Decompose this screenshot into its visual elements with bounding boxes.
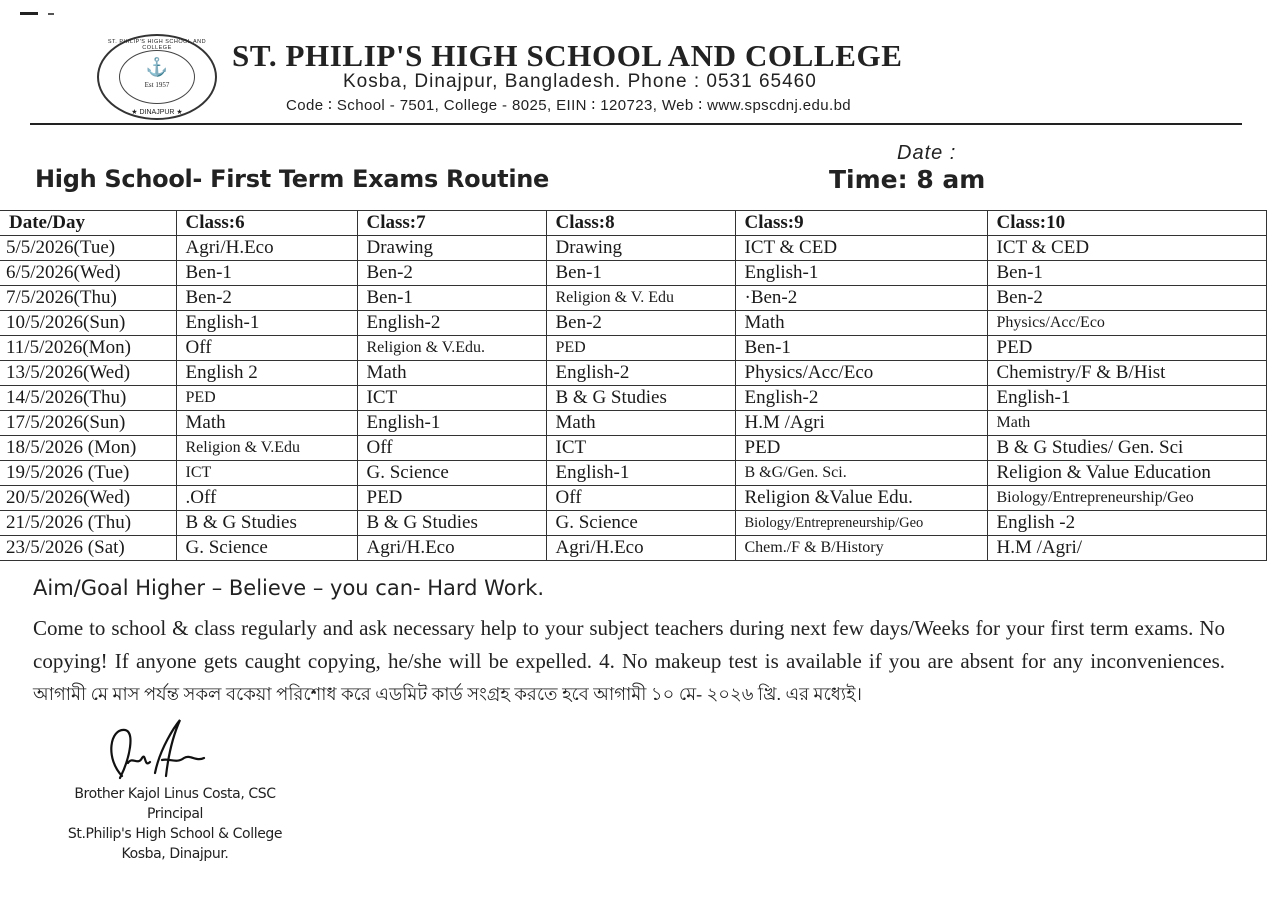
- cell-class-6: Ben-1: [176, 261, 357, 286]
- table-row: [0, 336, 1266, 361]
- logo-inner-circle: [119, 50, 195, 104]
- logo-bottom-text: ★ DINAJPUR ★: [131, 109, 183, 116]
- cell-class-10: ICT & CED: [987, 236, 1266, 261]
- date-label: Date :: [897, 142, 957, 164]
- cell-class-9: ICT & CED: [735, 236, 987, 261]
- column-header-class-6: Class:6: [176, 211, 357, 236]
- cell-class-8: Religion & V. Edu: [546, 286, 735, 311]
- cell-class-10: Biology/Entrepreneurship/Geo: [987, 486, 1266, 511]
- cell-class-6: ICT: [176, 461, 357, 486]
- cell-class-9: PED: [735, 436, 987, 461]
- cell-class-6: Ben-2: [176, 286, 357, 311]
- notice-text-bn: আগামী মে মাস পর্যন্ত সকল বকেয়া পরিশোধ করে এডমিট কার্ড সংগ্রহ করতে হবে আগামী ১০ মে- ২০২৬ খ্রি. এর মধ্যেই।: [33, 684, 862, 704]
- cell-class-8: English-2: [546, 361, 735, 386]
- cell-class-7: B & G Studies: [357, 511, 546, 536]
- scan-mark: [48, 13, 54, 15]
- cell-class-8: PED: [546, 336, 735, 361]
- logo-est-text: Est 1957: [144, 81, 170, 89]
- cell-class-7: Math: [357, 361, 546, 386]
- cell-class-7: ICT: [357, 386, 546, 411]
- cell-date: 6/5/2026(Wed): [0, 261, 176, 286]
- cell-class-9: Biology/Entrepreneurship/Geo: [735, 511, 987, 536]
- cell-class-7: Ben-2: [357, 261, 546, 286]
- cell-class-7: English-1: [357, 411, 546, 436]
- cell-class-7: Off: [357, 436, 546, 461]
- signatory-institution: St.Philip's High School & College: [67, 826, 283, 842]
- table-row: [0, 286, 1266, 311]
- exam-routine-table: [0, 210, 1267, 561]
- cell-class-7: English-2: [357, 311, 546, 336]
- cell-class-10: Ben-1: [987, 261, 1266, 286]
- cell-class-8: ICT: [546, 436, 735, 461]
- cell-class-10: Religion & Value Education: [987, 461, 1266, 486]
- cell-class-9: English-1: [735, 261, 987, 286]
- cell-class-6: Off: [176, 336, 357, 361]
- cell-class-10: PED: [987, 336, 1266, 361]
- cell-class-10: B & G Studies/ Gen. Sci: [987, 436, 1266, 461]
- signatory-title: Principal: [146, 806, 204, 822]
- cell-class-6: Math: [176, 411, 357, 436]
- cell-class-8: English-1: [546, 461, 735, 486]
- cell-class-7: G. Science: [357, 461, 546, 486]
- cell-class-8: Off: [546, 486, 735, 511]
- cell-class-6: G. Science: [176, 536, 357, 561]
- cell-date: 17/5/2026(Sun): [0, 411, 176, 436]
- cell-class-8: G. Science: [546, 511, 735, 536]
- cell-date: 5/5/2026(Tue): [0, 236, 176, 261]
- signatory-block: [40, 784, 310, 864]
- scan-mark: [20, 12, 38, 15]
- cell-date: 18/5/2026 (Mon): [0, 436, 176, 461]
- table-row: [0, 511, 1266, 536]
- cell-date: 19/5/2026 (Tue): [0, 461, 176, 486]
- table-row: [0, 261, 1266, 286]
- table-header-row: [0, 211, 1266, 236]
- logo-ring-text: ST. PHILIP'S HIGH SCHOOL AND COLLEGE: [107, 39, 207, 51]
- signature-icon: [100, 718, 220, 788]
- cell-class-7: Agri/H.Eco: [357, 536, 546, 561]
- cell-class-9: Chem./F & B/History: [735, 536, 987, 561]
- cell-class-8: Math: [546, 411, 735, 436]
- motto-line: [33, 576, 544, 600]
- signatory-name: Brother Kajol Linus Costa, CSC: [74, 786, 276, 802]
- header-divider: [30, 123, 1242, 125]
- cell-class-10: English -2: [987, 511, 1266, 536]
- column-header-class-9: Class:9: [735, 211, 987, 236]
- cell-class-7: Drawing: [357, 236, 546, 261]
- cell-class-7: Ben-1: [357, 286, 546, 311]
- cell-class-7: PED: [357, 486, 546, 511]
- anchor-cross-icon: ⚓: [145, 57, 169, 77]
- school-name: ST. PHILIP'S HIGH SCHOOL AND COLLEGE: [232, 38, 903, 73]
- cell-class-10: Physics/Acc/Eco: [987, 311, 1266, 336]
- table-row: [0, 361, 1266, 386]
- cell-class-9: Math: [735, 311, 987, 336]
- cell-class-6: B & G Studies: [176, 511, 357, 536]
- cell-class-6: Religion & V.Edu: [176, 436, 357, 461]
- cell-class-10: Chemistry/F & B/Hist: [987, 361, 1266, 386]
- cell-class-9: Ben-1: [735, 336, 987, 361]
- table-row: [0, 436, 1266, 461]
- notice-text-en: Come to school & class regularly and ask necessary help to your subject teachers during next few days/Weeks for your first term exams. No copying! If anyone gets caught copying, he/she will be expelled. 4. No makeup test is available if you are absent for any inconveniences.: [33, 616, 1225, 673]
- table-row: [0, 411, 1266, 436]
- table-row: [0, 386, 1266, 411]
- time-label: Time: 8 am: [829, 165, 986, 194]
- cell-class-9: Religion &Value Edu.: [735, 486, 987, 511]
- cell-class-8: Drawing: [546, 236, 735, 261]
- cell-class-6: .Off: [176, 486, 357, 511]
- table-row: [0, 536, 1266, 561]
- cell-class-9: ·Ben-2: [735, 286, 987, 311]
- motto: Aim/Goal Higher – Believe – you can- Hard Work.: [33, 576, 545, 600]
- routine-title: High School- First Term Exams Routine: [35, 165, 550, 193]
- school-codes: Code ∶ School - 7501, College - 8025, EIIN ∶ 120723, Web ∶ www.spscdnj.edu.bd: [286, 97, 852, 114]
- cell-class-6: PED: [176, 386, 357, 411]
- cell-class-9: H.M /Agri: [735, 411, 987, 436]
- cell-date: 11/5/2026(Mon): [0, 336, 176, 361]
- cell-date: 21/5/2026 (Thu): [0, 511, 176, 536]
- table-row: [0, 311, 1266, 336]
- cell-date: 10/5/2026(Sun): [0, 311, 176, 336]
- cell-date: 23/5/2026 (Sat): [0, 536, 176, 561]
- column-header-class-10: Class:10: [987, 211, 1266, 236]
- cell-class-10: English-1: [987, 386, 1266, 411]
- cell-class-8: Ben-2: [546, 311, 735, 336]
- cell-class-9: B &G/Gen. Sci.: [735, 461, 987, 486]
- column-header-date: Date/Day: [0, 211, 176, 236]
- cell-class-10: H.M /Agri/: [987, 536, 1266, 561]
- cell-class-6: English-1: [176, 311, 357, 336]
- cell-date: 7/5/2026(Thu): [0, 286, 176, 311]
- signatory-location: Kosba, Dinajpur.: [121, 846, 229, 862]
- column-header-class-8: Class:8: [546, 211, 735, 236]
- table-row: [0, 486, 1266, 511]
- cell-class-8: B & G Studies: [546, 386, 735, 411]
- cell-class-8: Ben-1: [546, 261, 735, 286]
- cell-date: 14/5/2026(Thu): [0, 386, 176, 411]
- cell-date: 13/5/2026(Wed): [0, 361, 176, 386]
- cell-class-10: Math: [987, 411, 1266, 436]
- cell-class-8: Agri/H.Eco: [546, 536, 735, 561]
- cell-class-6: English 2: [176, 361, 357, 386]
- table-row: [0, 236, 1266, 261]
- cell-class-10: Ben-2: [987, 286, 1266, 311]
- cell-class-9: English-2: [735, 386, 987, 411]
- cell-class-6: Agri/H.Eco: [176, 236, 357, 261]
- school-crest-icon: [97, 34, 217, 120]
- school-address: Kosba, Dinajpur, Bangladesh. Phone : 0531 65460: [343, 71, 817, 92]
- cell-date: 20/5/2026(Wed): [0, 486, 176, 511]
- cell-class-7: Religion & V.Edu.: [357, 336, 546, 361]
- cell-class-9: Physics/Acc/Eco: [735, 361, 987, 386]
- notice-paragraph: [33, 612, 1225, 711]
- column-header-class-7: Class:7: [357, 211, 546, 236]
- table-row: [0, 461, 1266, 486]
